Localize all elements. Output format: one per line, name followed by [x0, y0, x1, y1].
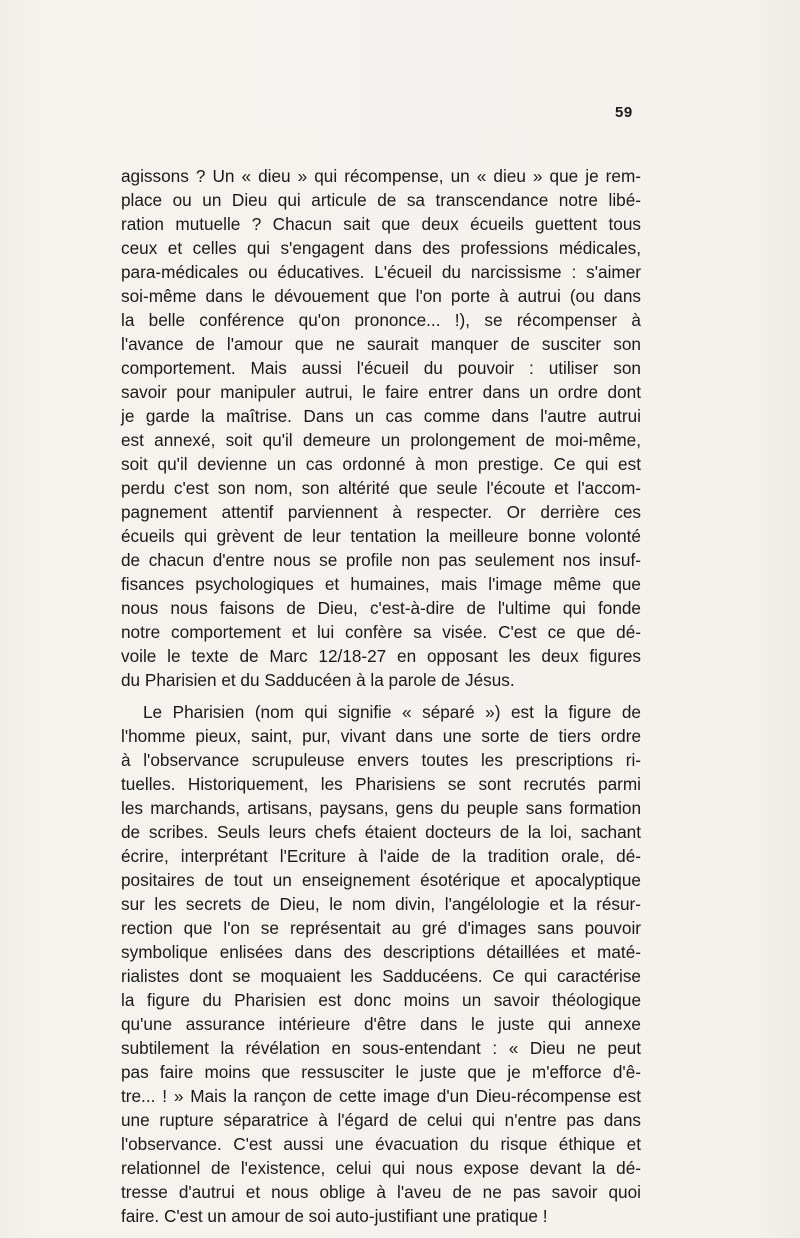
text-line: du Pharisien et du Sadducéen à la parole de Jésus.: [121, 670, 515, 690]
text-line: de chacun d'entre nous se profile non pas seulement nos insuf-: [121, 550, 641, 570]
text-line: ceux et celles qui s'engagent dans des professions médicales,: [121, 238, 641, 258]
text-line: tresse d'autrui et nous oblige à l'aveu de ne pas savoir quoi: [121, 1182, 641, 1202]
text-line: ration mutuelle ? Chacun sait que deux écueils guettent tous: [121, 214, 641, 234]
page-number: 59: [615, 104, 633, 121]
text-line: relationnel de l'existence, celui qui nous expose devant la dé-: [121, 1158, 641, 1178]
text-line: notre comportement et lui confère sa visée. C'est ce que dé-: [121, 622, 641, 642]
text-line: soit qu'il devienne un cas ordonné à mon prestige. Ce qui est: [121, 454, 641, 474]
text-line: rection que l'on se représentait au gré d'images sans pouvoir: [121, 918, 641, 938]
text-line: écrire, interprétant l'Ecriture à l'aide de la tradition orale, dé-: [121, 846, 641, 866]
paragraph-1: [121, 164, 641, 692]
paragraph-2: [121, 700, 641, 1228]
text-line: faire. C'est un amour de soi auto-justifiant une pratique !: [121, 1206, 548, 1226]
text-line: qu'une assurance intérieure d'être dans le juste qui annexe: [121, 1014, 641, 1034]
text-line: l'observance. C'est aussi une évacuation du risque éthique et: [121, 1134, 641, 1154]
text-line: pagnement attentif parviennent à respecter. Or derrière ces: [121, 502, 641, 522]
text-line: place ou un Dieu qui articule de sa transcendance notre libé-: [121, 190, 641, 210]
text-line: fisances psychologiques et humaines, mais l'image même que: [121, 574, 641, 594]
text-line: la figure du Pharisien est donc moins un savoir théologique: [121, 990, 641, 1010]
text-line: une rupture séparatrice à l'égard de celui qui n'entre pas dans: [121, 1110, 641, 1130]
text-line: tuelles. Historiquement, les Pharisiens se sont recrutés parmi: [121, 774, 641, 794]
text-line: para-médicales ou éducatives. L'écueil du narcissisme : s'aimer: [121, 262, 641, 282]
body-text: [121, 164, 641, 1228]
text-line: Le Pharisien (nom qui signifie « séparé ») est la figure de: [143, 702, 641, 722]
text-line: subtilement la révélation en sous-entendant : « Dieu ne peut: [121, 1038, 641, 1058]
text-line: tre... ! » Mais la rançon de cette image d'un Dieu-récompense est: [121, 1086, 641, 1106]
text-line: écueils qui grèvent de leur tentation la meilleure bonne volonté: [121, 526, 641, 546]
text-line: rialistes dont se moquaient les Sadducéens. Ce qui caractérise: [121, 966, 641, 986]
text-line: pas faire moins que ressusciter le juste que je m'efforce d'ê-: [121, 1062, 641, 1082]
text-line: à l'observance scrupuleuse envers toutes les prescriptions ri-: [121, 750, 641, 770]
text-line: de scribes. Seuls leurs chefs étaient docteurs de la loi, sachant: [121, 822, 641, 842]
text-line: est annexé, soit qu'il demeure un prolongement de moi-même,: [121, 430, 641, 450]
text-line: savoir pour manipuler autrui, le faire entrer dans un ordre dont: [121, 382, 641, 402]
text-line: je garde la maîtrise. Dans un cas comme dans l'autre autrui: [121, 406, 641, 426]
text-line: l'homme pieux, saint, pur, vivant dans une sorte de tiers ordre: [121, 726, 641, 746]
text-line: soi-même dans le dévouement que l'on porte à autrui (ou dans: [121, 286, 641, 306]
text-line: positaires de tout un enseignement ésotérique et apocalyptique: [121, 870, 641, 890]
text-line: perdu c'est son nom, son altérité que seule l'écoute et l'accom-: [121, 478, 641, 498]
text-line: l'avance de l'amour que ne saurait manquer de susciter son: [121, 334, 641, 354]
paragraph-spacer: [121, 692, 641, 700]
text-line: la belle conférence qu'on prononce... !), se récompenser à: [121, 310, 641, 330]
text-line: nous nous faisons de Dieu, c'est-à-dire de l'ultime qui fonde: [121, 598, 641, 618]
text-line: comportement. Mais aussi l'écueil du pouvoir : utiliser son: [121, 358, 641, 378]
text-line: symbolique enlisées dans des descriptions détaillées et maté-: [121, 942, 641, 962]
text-line: agissons ? Un « dieu » qui récompense, un « dieu » que je rem-: [121, 166, 641, 186]
text-line: voile le texte de Marc 12/18-27 en opposant les deux figures: [121, 646, 641, 666]
text-line: les marchands, artisans, paysans, gens du peuple sans formation: [121, 798, 641, 818]
text-line: sur les secrets de Dieu, le nom divin, l'angélologie et la résur-: [121, 894, 641, 914]
